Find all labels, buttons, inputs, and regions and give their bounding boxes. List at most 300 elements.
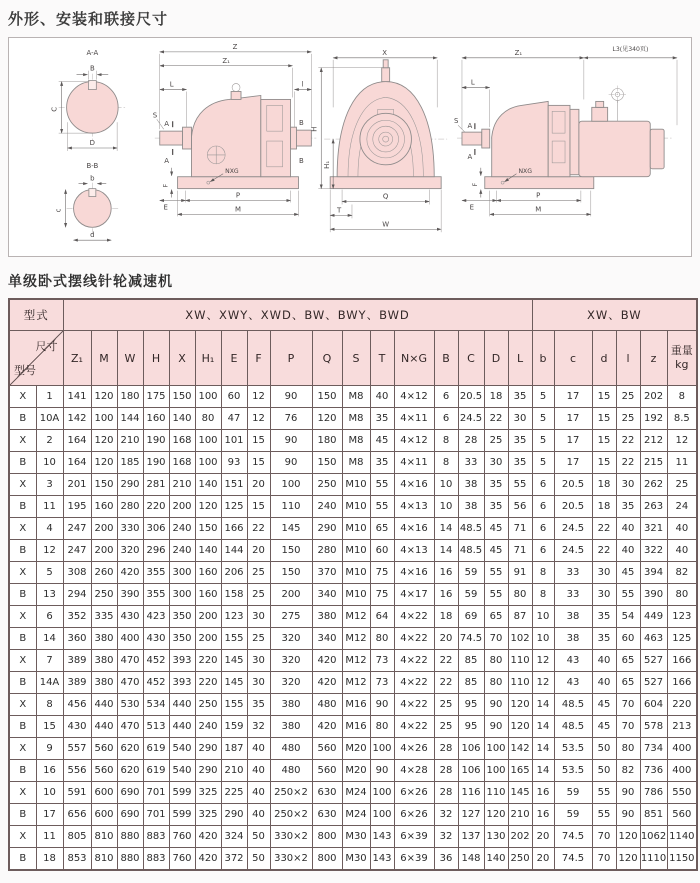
value-cell: 155 [221,694,247,716]
value-cell: 480 [270,738,312,760]
value-cell: 30 [508,408,532,430]
value-cell: 591 [63,782,91,804]
value-cell: 14 [532,760,554,782]
value-cell: 6×39 [394,848,434,871]
value-cell: 53.5 [554,738,592,760]
value-cell: 250 [91,584,117,606]
value-cell: 150 [312,386,342,408]
dim-W-label: W [382,220,390,229]
value-cell: 210 [117,430,143,452]
value-cell: 420 [312,716,342,738]
value-cell: 656 [63,804,91,826]
table-row [9,474,697,496]
type-cell: B [9,452,36,474]
value-cell: 30 [247,606,270,628]
value-cell: 30 [247,672,270,694]
value-cell: 65 [370,518,394,540]
value-cell: 45 [616,562,640,584]
value-cell: 250 [508,848,532,871]
front-view [310,49,447,232]
dimension-drawings-panel [8,37,692,257]
dim-B-label: B [89,64,95,73]
value-cell: 14 [532,716,554,738]
value-cell: 4×13 [394,496,434,518]
value-cell: 80 [616,738,640,760]
value-cell: 805 [63,826,91,848]
value-cell: 150 [270,540,312,562]
value-cell: 71 [508,518,532,540]
dim-L-motor-label: L [470,78,475,87]
section-bb-view [55,162,118,240]
value-cell: 45 [370,430,394,452]
value-cell: 701 [143,804,169,826]
value-cell: 430 [63,716,91,738]
value-cell: 355 [143,584,169,606]
value-cell: 11 [667,452,697,474]
value-cell: 734 [640,738,667,760]
dim-c-label: c [54,208,63,213]
value-cell: 28 [434,738,458,760]
value-cell: 423 [143,606,169,628]
value-cell: 352 [63,606,91,628]
column-header: Z₁ [63,331,91,386]
column-header: E [221,331,247,386]
value-cell: 760 [169,848,195,871]
table-row [9,782,697,804]
model-cell: 15 [36,716,63,738]
value-cell: 390 [640,584,667,606]
value-cell: 324 [221,826,247,848]
value-cell: 463 [640,628,667,650]
table-row [9,738,697,760]
value-cell: 74.5 [554,848,592,871]
value-cell: 150 [169,386,195,408]
value-cell: 4×26 [394,738,434,760]
value-cell: 190 [143,452,169,474]
value-cell: 6 [532,540,554,562]
value-cell: 15 [247,430,270,452]
value-cell: 90 [370,760,394,782]
value-cell: 90 [270,430,312,452]
model-cell: 10 [36,452,63,474]
value-cell: 22 [434,672,458,694]
dim-L-label: L [169,80,174,89]
dim-Z1-motor-label: Z₁ [514,48,523,57]
value-cell: 74.5 [554,826,592,848]
value-cell: 43 [554,672,592,694]
value-cell: 33 [554,584,592,606]
value-cell: 20 [532,848,554,871]
section-mark-A-motor-top: A [467,122,473,131]
table-row [9,650,697,672]
type-cell: X [9,826,36,848]
value-cell: 35 [592,606,616,628]
value-cell: 80 [370,628,394,650]
value-cell: 14 [434,518,458,540]
value-cell: 420 [312,650,342,672]
model-cell: 5 [36,562,63,584]
value-cell: 45 [592,716,616,738]
value-cell: 22 [247,518,270,540]
table-row [9,848,697,871]
value-cell: 5 [532,408,554,430]
value-cell: 200 [195,628,221,650]
column-header: F [247,331,270,386]
value-cell: 6×39 [394,826,434,848]
value-cell: 164 [63,452,91,474]
dim-b-label: b [90,174,95,183]
value-cell: 320 [270,628,312,650]
value-cell: 125 [221,496,247,518]
value-cell: 560 [312,738,342,760]
value-cell: 12 [667,430,697,452]
value-cell: M30 [342,826,370,848]
value-cell: 100 [370,738,394,760]
value-cell: 620 [117,738,143,760]
value-cell: 24.5 [458,408,484,430]
value-cell: 137 [458,826,484,848]
table-row [9,826,697,848]
value-cell: 325 [195,782,221,804]
table-row [9,672,697,694]
section-mark-B-bottom: B [299,156,304,165]
value-cell: 810 [91,826,117,848]
value-cell: 1062 [640,826,667,848]
value-cell: 560 [667,804,697,826]
dim-P-label: P [235,191,241,200]
value-cell: 43 [554,650,592,672]
value-cell: 604 [640,694,667,716]
reducer-dimension-drawing [9,38,691,256]
type-cell: X [9,430,36,452]
value-cell: 145 [221,672,247,694]
value-cell: 120 [91,452,117,474]
section-aa-view [51,49,126,151]
table-row [9,562,697,584]
value-cell: 25 [434,716,458,738]
value-cell: 80 [195,408,221,430]
value-cell: 40 [247,804,270,826]
value-cell: 5 [532,452,554,474]
value-cell: 20.5 [554,474,592,496]
value-cell: 213 [667,716,697,738]
value-cell: 168 [169,430,195,452]
value-cell: 16 [532,782,554,804]
section-bb-label: B-B [86,161,99,170]
dim-S-motor-label: S [454,117,459,126]
value-cell: 102 [508,628,532,650]
value-cell: 100 [270,474,312,496]
value-cell: 123 [221,606,247,628]
value-cell: 380 [91,628,117,650]
value-cell: 187 [221,738,247,760]
value-cell: 48.5 [554,716,592,738]
value-cell: 263 [640,496,667,518]
value-cell: 4×17 [394,584,434,606]
type-cell: B [9,496,36,518]
value-cell: 355 [143,562,169,584]
value-cell: 390 [117,584,143,606]
value-cell: 12 [247,386,270,408]
value-cell: 35 [508,386,532,408]
value-cell: 144 [117,408,143,430]
value-cell: 202 [640,386,667,408]
dim-H-label: H [310,126,319,132]
value-cell: 5 [532,430,554,452]
value-cell: 73 [370,672,394,694]
dim-P-motor-label: P [536,191,541,200]
value-cell: 120 [91,386,117,408]
value-cell: 530 [117,694,143,716]
column-header: B [434,331,458,386]
value-cell: 240 [195,716,221,738]
value-cell: 10 [434,496,458,518]
value-cell: 340 [312,628,342,650]
value-cell: 247 [63,540,91,562]
value-cell: 144 [221,540,247,562]
value-cell: 6 [532,518,554,540]
value-cell: 300 [169,562,195,584]
value-cell: 320 [117,540,143,562]
value-cell: 48.5 [458,518,484,540]
value-cell: 110 [484,782,508,804]
value-cell: 420 [312,672,342,694]
value-cell: 883 [143,848,169,871]
model-cell: 16 [36,760,63,782]
type-cell: X [9,562,36,584]
value-cell: 33 [554,562,592,584]
value-cell: 127 [458,804,484,826]
value-cell: 101 [221,430,247,452]
value-cell: 220 [195,650,221,672]
section-mark-B-top: B [299,119,304,128]
value-cell: 8 [532,562,554,584]
table-row [9,386,697,408]
value-cell: 4×22 [394,628,434,650]
value-cell: 140 [195,474,221,496]
value-cell: 64 [370,606,394,628]
value-cell: M12 [342,628,370,650]
value-cell: 80 [667,584,697,606]
value-cell: 380 [91,672,117,694]
type-cell: X [9,474,36,496]
value-cell: 25 [616,408,640,430]
value-cell: 45 [592,694,616,716]
column-header: C [458,331,484,386]
value-cell: 22 [616,430,640,452]
value-cell: M8 [342,386,370,408]
type-cell: X [9,518,36,540]
type-cell: X [9,694,36,716]
value-cell: 35 [370,408,394,430]
table-row [9,628,697,650]
dim-d-label: d [90,231,95,240]
value-cell: 8 [667,386,697,408]
value-cell: 55 [616,584,640,606]
value-cell: 30 [247,650,270,672]
value-cell: 82 [667,562,697,584]
header-type-label: 型式 [9,299,63,331]
value-cell: 70 [592,848,616,871]
value-cell: 290 [117,474,143,496]
value-cell: 240 [169,518,195,540]
value-cell: 85 [458,672,484,694]
value-cell: 40 [667,518,697,540]
value-cell: 294 [63,584,91,606]
value-cell: 123 [667,606,697,628]
value-cell: 24 [667,496,697,518]
column-header: b [532,331,554,386]
value-cell: 168 [169,452,195,474]
model-cell: 2 [36,430,63,452]
model-cell: 12 [36,540,63,562]
value-cell: 557 [63,738,91,760]
value-cell: 60 [221,386,247,408]
value-cell: 220 [195,672,221,694]
dim-Z1-label: Z₁ [222,56,230,65]
value-cell: 4×16 [394,518,434,540]
column-header: l [616,331,640,386]
value-cell: 330×2 [270,848,312,871]
header-group-xw-bw: XW、BW [532,299,697,331]
type-cell: B [9,760,36,782]
value-cell: 38 [458,496,484,518]
value-cell: 6 [532,496,554,518]
value-cell: 853 [63,848,91,871]
value-cell: 810 [91,848,117,871]
value-cell: 32 [434,804,458,826]
value-cell: 320 [270,672,312,694]
value-cell: 599 [169,804,195,826]
type-cell: B [9,628,36,650]
value-cell: M12 [342,650,370,672]
value-cell: 527 [640,650,667,672]
value-cell: 110 [508,650,532,672]
dim-E-label: E [163,203,168,212]
value-cell: 74.5 [458,628,484,650]
value-cell: 389 [63,672,91,694]
value-cell: 145 [508,782,532,804]
corner-size-label: 尺寸 [35,340,58,353]
value-cell: 35 [370,452,394,474]
value-cell: 130 [484,826,508,848]
value-cell: 200 [270,584,312,606]
value-cell: 36 [434,848,458,871]
value-cell: 12 [532,650,554,672]
value-cell: 200 [91,540,117,562]
model-cell: 8 [36,694,63,716]
value-cell: 60 [370,540,394,562]
value-cell: 22 [484,408,508,430]
value-cell: 185 [117,452,143,474]
value-cell: 325 [195,804,221,826]
column-header: d [592,331,616,386]
value-cell: 250×2 [270,782,312,804]
dim-M-motor-label: M [535,205,542,214]
value-cell: 400 [667,738,697,760]
value-cell: 440 [91,694,117,716]
value-cell: 20 [247,474,270,496]
value-cell: 360 [63,628,91,650]
value-cell: 280 [312,540,342,562]
value-cell: 880 [117,848,143,871]
value-cell: 45 [484,518,508,540]
value-cell: 262 [640,474,667,496]
value-cell: 6 [532,474,554,496]
value-cell: 25 [616,386,640,408]
column-header-row [9,331,697,386]
value-cell: 120 [91,430,117,452]
value-cell: 8 [434,452,458,474]
dim-D-label: D [89,139,96,148]
page-title: 外形、安装和联接尺寸 [8,10,169,28]
motor-side-view [454,45,677,216]
value-cell: 40 [247,760,270,782]
type-cell: X [9,386,36,408]
value-cell: 16 [532,804,554,826]
value-cell: 400 [667,760,697,782]
value-cell: 394 [640,562,667,584]
value-cell: 320 [270,650,312,672]
value-cell: 250 [195,694,221,716]
value-cell: 30 [592,562,616,584]
value-cell: 150 [312,452,342,474]
value-cell: 8 [434,430,458,452]
value-cell: 540 [169,760,195,782]
value-cell: 4×13 [394,540,434,562]
value-cell: 290 [221,804,247,826]
value-cell: 159 [221,716,247,738]
value-cell: 18 [484,386,508,408]
dim-l-label: l [301,80,304,89]
value-cell: M8 [342,430,370,452]
column-header: H [143,331,169,386]
value-cell: 16 [434,584,458,606]
value-cell: 480 [312,694,342,716]
value-cell: 100 [370,782,394,804]
table-row [9,694,697,716]
value-cell: M24 [342,804,370,826]
corner-diagonal [10,331,63,385]
value-cell: 195 [63,496,91,518]
value-cell: 40 [616,518,640,540]
value-cell: 25 [247,628,270,650]
column-header: W [117,331,143,386]
value-cell: 35 [484,474,508,496]
value-cell: 470 [117,650,143,672]
table-body [9,386,697,871]
value-cell: 880 [117,826,143,848]
header-group-xw-xwy-xwd: XW、XWY、XWD、BW、BWY、BWD [63,299,532,331]
value-cell: 25 [434,694,458,716]
value-cell: 275 [270,606,312,628]
value-cell: 308 [63,562,91,584]
value-cell: 321 [640,518,667,540]
value-cell: 296 [143,540,169,562]
value-cell: 55 [592,782,616,804]
value-cell: 165 [508,760,532,782]
value-cell: 200 [91,518,117,540]
value-cell: 35 [247,694,270,716]
value-cell: 30 [484,452,508,474]
value-cell: 125 [667,628,697,650]
type-cell: B [9,716,36,738]
value-cell: 35 [484,496,508,518]
model-cell: 4 [36,518,63,540]
dim-H1-label: H₁ [323,160,332,169]
value-cell: 140 [195,540,221,562]
value-cell: 110 [508,672,532,694]
